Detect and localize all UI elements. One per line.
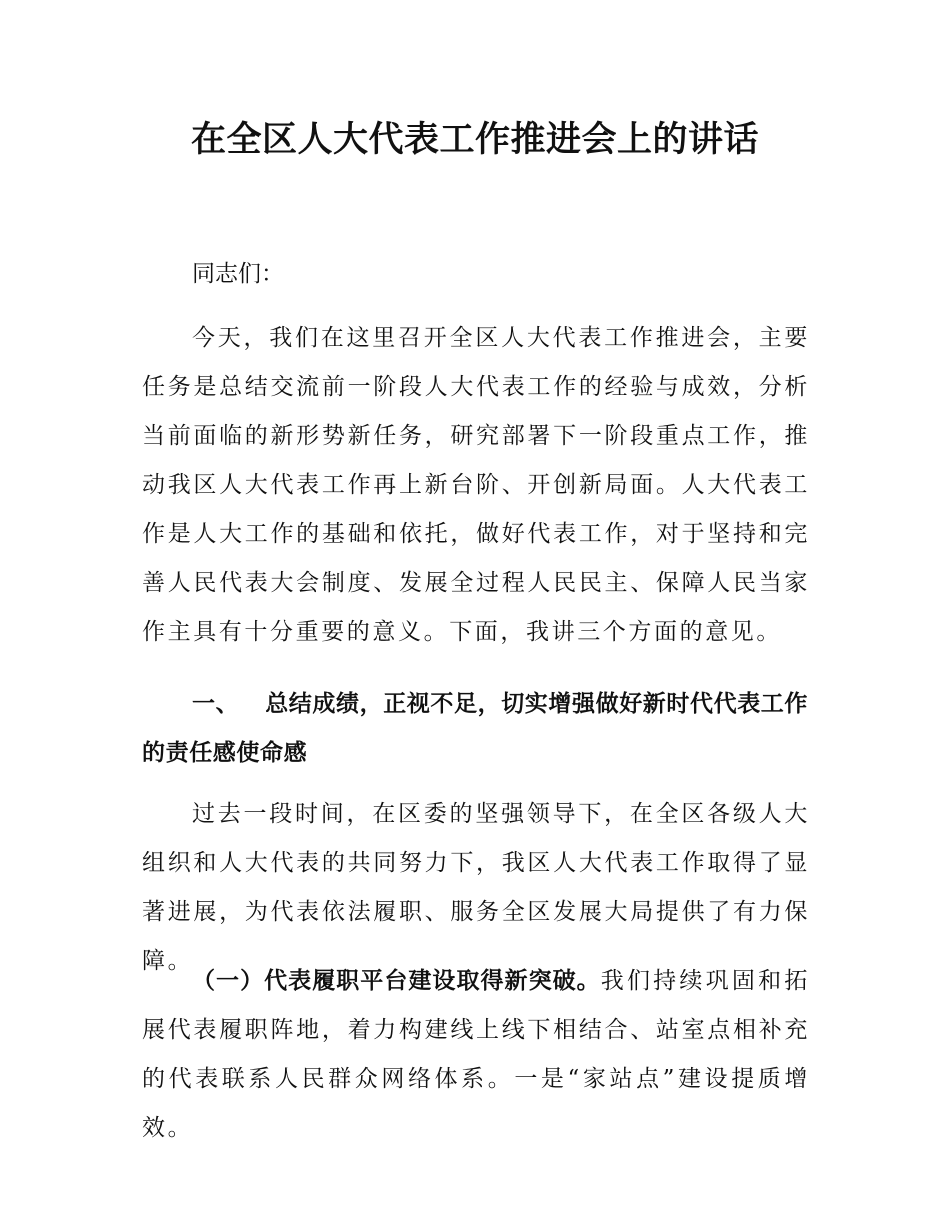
paragraph-achievements: 过去一段时间，在区委的坚强领导下，在全区各级人大组织和人大代表的共同努力下，我区人大代表工作取得了显著进展，为代表依法履职、服务全区发展大局提供了有力保障。 (142, 801, 810, 974)
subsection-text: 我们持续巩固和拓展代表履职阵地，着力构建线上线下相结合、站室点相补充的代表联系人民群众网络体系。一是“家站点”建设提质增效。 (142, 968, 810, 1141)
salutation: 同志们： (192, 261, 284, 287)
paragraph-opening: 今天，我们在这里召开全区人大代表工作推进会，主要任务是总结交流前一阶段人大代表工作的经验与成效，分析当前面临的新形势新任务，研究部署下一阶段重点工作，推动我区人大代表工作再上新台阶、开创新局面。人大代表工作是人大工作的基础和依托，做好代表工作，对于坚持和完善人民代表大会制度、发展全过程人民民主、保障人民当家作主具有十分重要的意义。下面，我讲三个方面的意见。 (142, 325, 810, 645)
subsection-heading: （一）代表履职平台建设取得新突破。 (192, 968, 601, 994)
section-number: 一、 (192, 691, 240, 717)
section-heading-text: 总结成绩，正视不足，切实增强做好新时代代表工作的责任感使命感 (142, 691, 809, 766)
section-heading-1 (142, 680, 810, 778)
document-title: 在全区人大代表工作推进会上的讲话 (190, 120, 759, 160)
paragraph-subsection-1 (142, 957, 810, 1153)
